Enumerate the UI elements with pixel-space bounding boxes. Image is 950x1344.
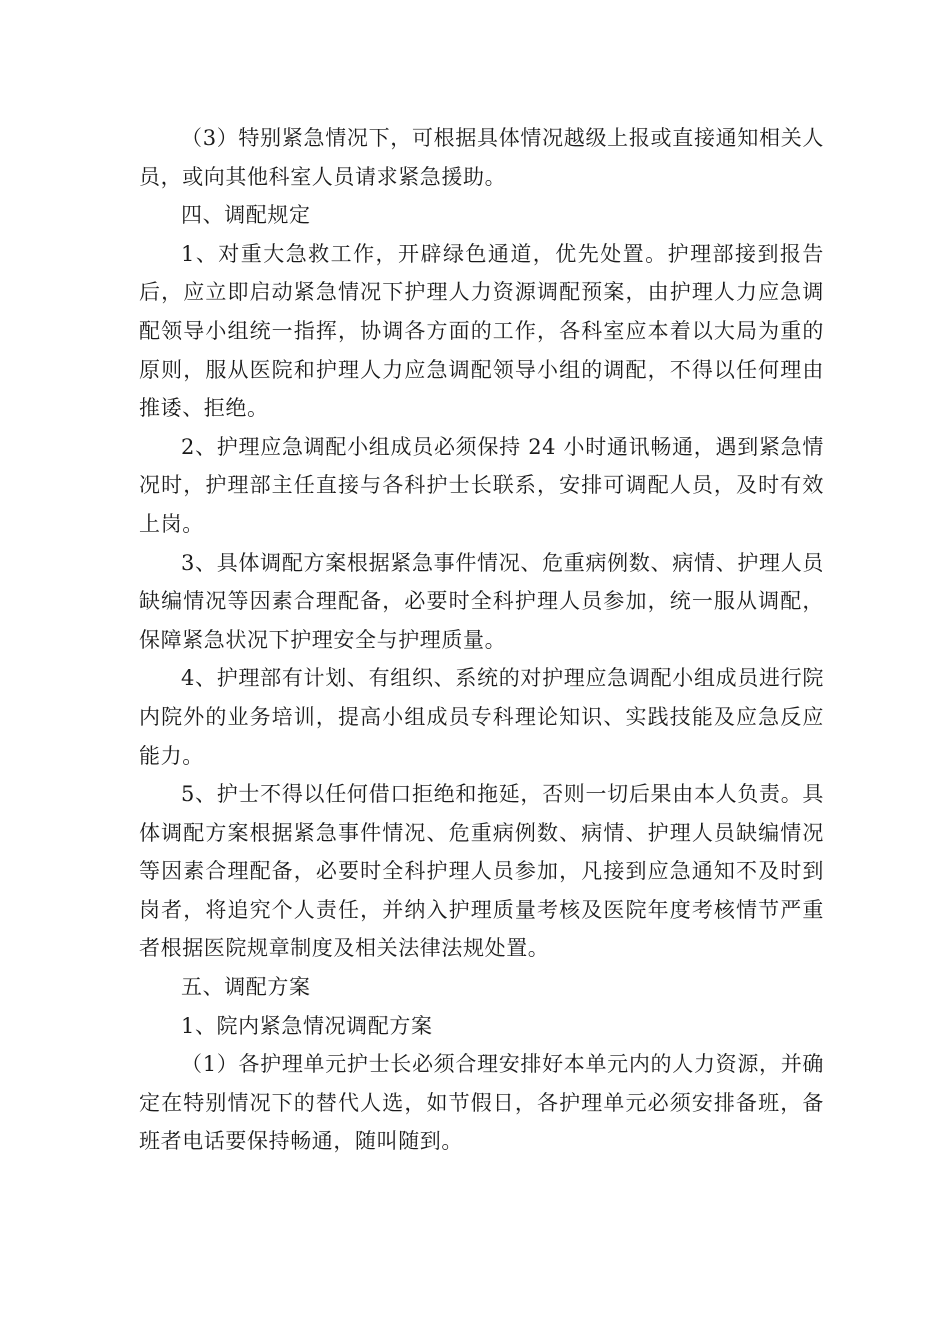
document-body <box>139 119 824 1161</box>
paragraph-plan-item-1: （1）各护理单元护士长必须合理安排好本单元内的人力资源，并确定在特别情况下的替代人选，如节假日，各护理单元必须安排备班，备班者电话要保持畅通，随叫随到。 <box>139 1052 824 1154</box>
section-heading-allocation-plan: 五、调配方案 <box>181 975 311 1000</box>
paragraph-rule-5: 5、护士不得以任何借口拒绝和拖延，否则一切后果由本人负责。具体调配方案根据紧急事件情况、危重病例数、病情、护理人员缺编情况等因素合理配备，必要时全科护理人员参加，凡接到应急通知不及时到岗者，将追究个人责任，并纳入护理质量考核及医院年度考核情节严重者根据医院规章制度及相关法律法规处置。 <box>139 782 824 961</box>
subsection-heading-in-hospital-plan: 1、院内紧急情况调配方案 <box>181 1013 433 1038</box>
paragraph-rule-2: 2、护理应急调配小组成员必须保持 24 小时通讯畅通，遇到紧急情况时，护理部主任直接与各科护士长联系，安排可调配人员，及时有效上岗。 <box>139 434 824 536</box>
section-heading-allocation-rules: 四、调配规定 <box>181 203 311 228</box>
paragraph-rule-4: 4、护理部有计划、有组织、系统的对护理应急调配小组成员进行院内院外的业务培训，提高小组成员专科理论知识、实践技能及应急反应能力。 <box>139 666 824 768</box>
paragraph-rule-1: 1、对重大急救工作，开辟绿色通道，优先处置。护理部接到报告后，应立即启动紧急情况下护理人力资源调配预案，由护理人力应急调配领导小组统一指挥，协调各方面的工作，各科室应本着以大局为重的原则，服从医院和护理人力应急调配领导小组的调配，不得以任何理由推诿、拒绝。 <box>139 241 824 421</box>
paragraph-rule-3: 3、具体调配方案根据紧急事件情况、危重病例数、病情、护理人员缺编情况等因素合理配备，必要时全科护理人员参加，统一服从调配，保障紧急状况下护理安全与护理质量。 <box>139 550 824 652</box>
paragraph-emergency-escalation: （3）特别紧急情况下，可根据具体情况越级上报或直接通知相关人员，或向其他科室人员请求紧急援助。 <box>139 126 824 189</box>
